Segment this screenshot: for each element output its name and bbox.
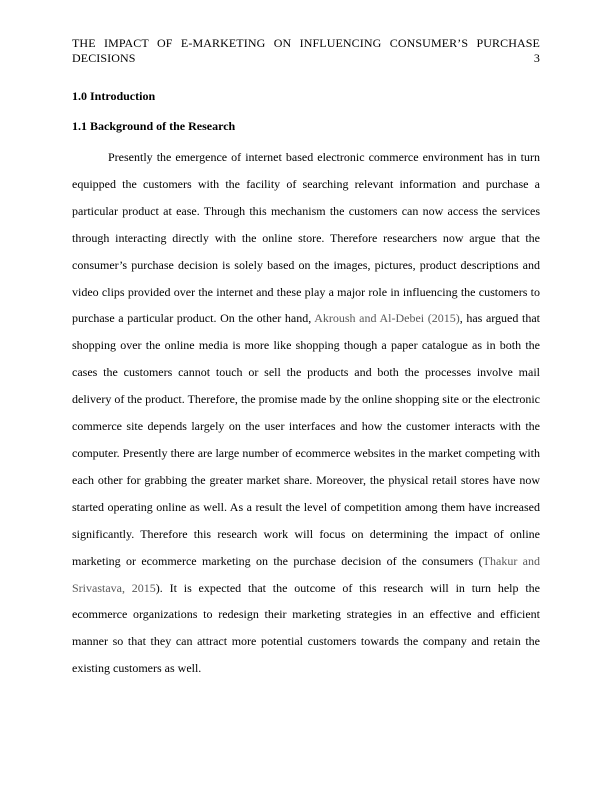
paragraph-line: shopping over the online media is more like shopping though a paper catalogue as in both the [72, 338, 540, 353]
paragraph-line: computer. Presently there are large number of ecommerce websites in the market competing with [72, 445, 540, 460]
paragraph-line [72, 548, 540, 575]
paragraph-line: particular product at ease. Through this mechanism the customers can now access the services [72, 203, 540, 218]
paragraph-line: ecommerce organizations to redesign their marketing strategies in an effective and efficient [72, 607, 540, 622]
subsection-heading: 1.1 Background of the Research [72, 119, 236, 133]
paragraph-line: existing customers as well. [72, 661, 202, 676]
paragraph-line: manner so that they can attract more potential customers towards the company and retain the [72, 634, 540, 649]
paragraph-text: ). It is expected that the outcome of this research will in turn help the [155, 580, 540, 595]
paragraph-line [72, 575, 540, 602]
paragraph-line: commerce site depends largely on the user interfaces and how the customer interacts with the [72, 419, 540, 434]
paragraph-line: Presently the emergence of internet based electronic commerce environment has in turn [108, 150, 540, 164]
paragraph-line: each other for grabbing the greater market share. Moreover, the physical retail stores have now [72, 472, 540, 487]
citation: Thakur and [482, 553, 540, 568]
running-head-title-line2: DECISIONS [72, 51, 136, 65]
paragraph-line: equipped the customers with the facility of searching relevant information and purchase a [72, 176, 540, 191]
citation: Akroush and Al-Debei (2015) [314, 311, 460, 326]
paragraph-text: marketing or ecommerce marketing on the purchase decision of the consumers ( [72, 553, 483, 568]
paragraph-line: significantly. Therefore this research work will focus on determining the impact of online [72, 526, 540, 541]
page-number: 3 [533, 51, 540, 65]
paragraph-line: consumer’s purchase decision is solely based on the images, pictures, product descriptions and [72, 257, 540, 272]
paragraph-text: purchase a particular product. On the other hand, [72, 311, 315, 326]
paragraph-line [72, 305, 540, 332]
section-heading: 1.0 Introduction [72, 89, 156, 103]
paragraph-line: started operating online as well. As a result the level of competition among them have increased [72, 499, 540, 514]
running-head-title-line1: THE IMPACT OF E-MARKETING ON INFLUENCING CONSUMER’S PURCHASE [72, 36, 540, 50]
paragraph-line: cases the customers cannot touch or sell the products and both the processes involve mail [72, 365, 540, 380]
paragraph-text: , has argued that [459, 311, 541, 326]
citation: Srivastava, 2015 [72, 580, 156, 595]
paragraph-line: video clips provided over the internet and these play a major role in influencing the customers to [72, 284, 540, 299]
body-paragraph [72, 144, 540, 682]
paragraph-line: delivery of the product. Therefore, the promise made by the online shopping site or the electronic [72, 392, 540, 407]
paragraph-line: through interacting directly with the online store. Therefore researchers now argue that the [72, 230, 540, 245]
running-head [72, 36, 540, 66]
